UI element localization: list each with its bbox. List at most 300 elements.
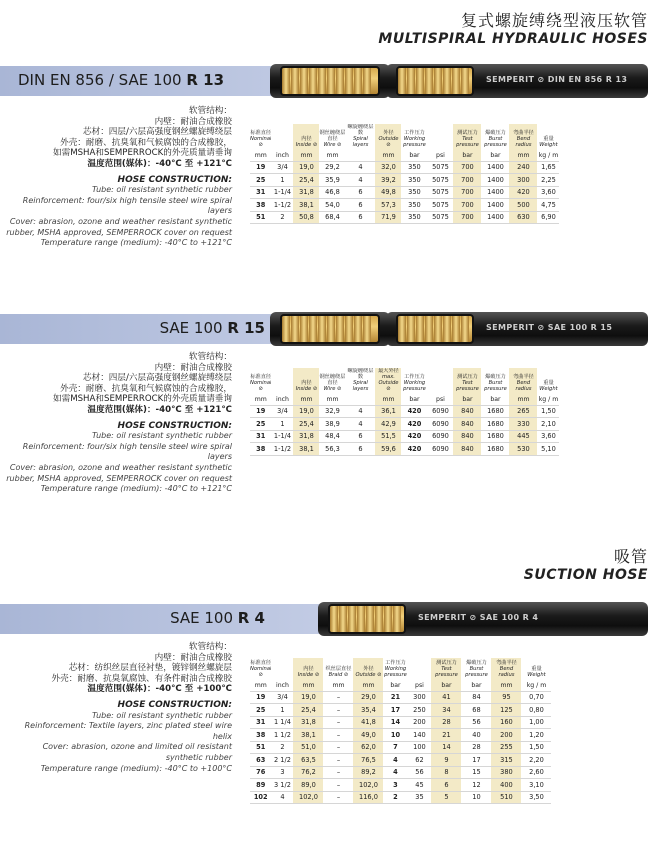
header-cn: 内径 [301, 136, 312, 142]
table-cell: 5075 [427, 199, 453, 212]
section-title-code: R 4 [237, 609, 265, 627]
table-cell: 38,1 [293, 443, 319, 456]
table-cell: 50,8 [293, 211, 319, 224]
description-cn-line: 软管结构： [189, 106, 232, 116]
header-cn: 工作压力 [404, 130, 425, 136]
table-cell: 29,0 [353, 691, 383, 704]
table-cell: – [323, 691, 353, 704]
table-cell: 200 [491, 729, 521, 742]
table-cell: 6 [345, 430, 375, 443]
table-cell: 1 [271, 704, 293, 717]
table-cell: 68,4 [319, 211, 345, 224]
header-en: Working pressure [384, 666, 407, 678]
table-row [250, 729, 551, 742]
table-cell: 3/4 [271, 691, 293, 704]
table-units-row [250, 394, 559, 405]
table-cell: 4 [345, 174, 375, 187]
table-cell: 49,8 [375, 186, 401, 199]
table-cell: 95 [491, 691, 521, 704]
table-cell: 1,65 [537, 161, 559, 174]
header-en: Nominal ⊘ [250, 666, 272, 678]
header-en: Weight [527, 672, 546, 678]
table-cell: 330 [509, 418, 537, 431]
header-cn: 测试压力 [436, 660, 457, 666]
header-cn: 重量 [543, 380, 554, 386]
table-cell: 250 [407, 704, 431, 717]
table-header-cell [407, 658, 431, 680]
table-row [250, 405, 559, 418]
spec-table [250, 368, 559, 456]
suction-title-cn: 吸管 [613, 547, 648, 566]
table-cell: 32,0 [375, 161, 401, 174]
table-cell: 38,9 [319, 418, 345, 431]
table-units-row [250, 680, 551, 691]
header-en: Test pressure [456, 136, 479, 148]
header-cn: 爆破压力 [485, 374, 506, 380]
header-en: Burst pressure [465, 666, 488, 678]
table-cell: 240 [509, 161, 537, 174]
unit-cell: bar [383, 680, 407, 691]
description-cn-line: 外壳：耐磨、抗臭氧腐蚀、有条件耐油合成橡胶 [51, 673, 232, 684]
section-title-code: R 13 [186, 71, 225, 89]
unit-cell: bar [401, 394, 427, 405]
description-en-line: Temperature range (medium): -40°C to +121°C [40, 484, 232, 494]
description-cn-line: 芯材：四层/六层高强度钢丝螺旋缚绕层 [83, 127, 232, 138]
table-cell: 2,20 [521, 754, 551, 767]
table-cell: 42,9 [375, 418, 401, 431]
table-units-row [250, 150, 559, 161]
table-cell: 4 [345, 418, 375, 431]
unit-cell: bar [461, 680, 491, 691]
table-header-cell [293, 124, 319, 150]
header-en: Nominal ⊘ [250, 380, 272, 392]
description-cn-line: 如需MSHA和SEMPERROCK的外壳质量请垂询 [53, 394, 232, 405]
table-cell: 420 [401, 418, 427, 431]
table-cell: 63,5 [293, 754, 323, 767]
table-cell: 76,2 [293, 766, 323, 779]
header-en: Inside ⊘ [295, 142, 318, 148]
description-en-line: Temperature range (medium): -40°C to +121°C [40, 238, 232, 248]
table-cell: 38 [250, 443, 271, 456]
header-en: Outside ⊘ [355, 672, 382, 678]
unit-cell: bar [453, 394, 481, 405]
header-cn: 工作压力 [385, 660, 406, 666]
table-cell: 350 [401, 199, 427, 212]
table-cell: 56,3 [319, 443, 345, 456]
table-row [250, 766, 551, 779]
table-cell: 89,2 [353, 766, 383, 779]
table-header-cell [353, 658, 383, 680]
table-cell: 38,1 [293, 199, 319, 212]
table-header-cell [401, 124, 427, 150]
table-cell: 63 [250, 754, 271, 767]
table-cell: 25,4 [293, 418, 319, 431]
table-cell: 2 1/2 [271, 754, 293, 767]
table-header-cell [537, 124, 559, 150]
table-cell: 350 [401, 161, 427, 174]
table-cell: 14 [431, 741, 461, 754]
table-cell: 25 [250, 704, 271, 717]
header-cn: 内径 [301, 380, 312, 386]
hose-print-text: SEMPERIT ⊘ SAE 100 R 4 [418, 613, 539, 622]
unit-cell: psi [427, 150, 453, 161]
table-header-cell [509, 368, 537, 394]
table-cell: 6 [345, 199, 375, 212]
unit-cell: mm [293, 150, 319, 161]
table-cell: 12 [461, 779, 491, 792]
header-cn: 外径 [383, 130, 394, 136]
header-cn: 内径 [303, 666, 314, 672]
header-en: Braid ⊘ [328, 672, 349, 678]
table-cell: – [323, 716, 353, 729]
header-en: Outside ⊘ [378, 136, 399, 148]
table-cell: 56 [461, 716, 491, 729]
table-cell: 1680 [481, 430, 509, 443]
table-cell: 19,0 [293, 161, 319, 174]
table-cell: 1 [271, 418, 293, 431]
section-title-label: SAE 100 [159, 319, 228, 337]
header-en: Inside ⊘ [295, 386, 318, 392]
header-en: Wire ⊘ [323, 386, 342, 392]
header-en: Burst pressure [484, 136, 507, 148]
unit-cell: mm [509, 150, 537, 161]
table-cell: 1680 [481, 405, 509, 418]
table-row [250, 741, 551, 754]
table-cell: 76 [250, 766, 271, 779]
table-cell: 2 [271, 741, 293, 754]
table-header-cell [537, 368, 559, 394]
table-header-cell [250, 368, 271, 394]
unit-cell: mm [375, 150, 401, 161]
table-cell: 265 [509, 405, 537, 418]
table-cell: 1 1/4 [271, 716, 293, 729]
suction-title-en: SUCTION HOSE [523, 567, 648, 583]
table-header-cell [375, 368, 401, 394]
table-header-cell [431, 658, 461, 680]
table-header-cell [319, 368, 345, 394]
table-header-row [250, 368, 559, 394]
table-row [250, 716, 551, 729]
unit-cell: mm [353, 680, 383, 691]
table-cell: 31,8 [293, 430, 319, 443]
table-cell: 1-1/2 [271, 443, 293, 456]
unit-cell: bar [453, 150, 481, 161]
table-cell: 300 [407, 691, 431, 704]
unit-cell [345, 150, 375, 161]
table-cell: 54,0 [319, 199, 345, 212]
table-cell: 102 [250, 791, 271, 804]
table-cell: 3 [271, 766, 293, 779]
table-cell: 21 [431, 729, 461, 742]
table-cell: 1-1/2 [271, 199, 293, 212]
table-cell: 19,0 [293, 691, 323, 704]
table-header-cell [271, 658, 293, 680]
table-cell: 25 [250, 418, 271, 431]
header-cn: 测试压力 [457, 374, 478, 380]
table-cell: 9 [431, 754, 461, 767]
construction-heading: HOSE CONSTRUCTION: [117, 174, 232, 185]
table-cell: 45 [407, 779, 431, 792]
table-cell: 5075 [427, 174, 453, 187]
table-cell: 3,60 [537, 430, 559, 443]
description-en-line: Reinforcement: four/six high tensile steel wire spiral layers [22, 441, 232, 462]
unit-cell: inch [271, 680, 293, 691]
section-title [170, 609, 265, 627]
table-row [250, 418, 559, 431]
description-cn-line: 温度范围(媒体)：-40°C 至 +121°C [87, 158, 232, 169]
description-cn-line: 内壁：耐油合成橡胶 [154, 652, 232, 663]
table-cell: 420 [509, 186, 537, 199]
table-cell: 5 [431, 791, 461, 804]
table-header-cell [375, 124, 401, 150]
table-cell: 5075 [427, 186, 453, 199]
page-title [378, 8, 648, 47]
table-cell: 14 [383, 716, 407, 729]
header-en: Weight [539, 142, 558, 148]
hose-print-text: SEMPERIT ⊘ SAE 100 R 15 [486, 323, 613, 332]
header-cn: 钢丝缠绕层直径 [319, 130, 346, 142]
description-en-line: Tube: oil resistant synthetic rubber [92, 710, 232, 720]
unit-cell: psi [407, 680, 431, 691]
table-cell: 48,4 [319, 430, 345, 443]
table-header-cell [271, 124, 293, 150]
table-cell: 1,50 [521, 741, 551, 754]
table-cell: 6 [345, 186, 375, 199]
table-cell: 31 [250, 716, 271, 729]
table-cell: 6,90 [537, 211, 559, 224]
table-cell: 1400 [481, 161, 509, 174]
table-cell: 380 [491, 766, 521, 779]
header-en: Burst pressure [484, 380, 507, 392]
table-header-cell [427, 368, 453, 394]
table-cell: 6 [431, 779, 461, 792]
table-row [250, 174, 559, 187]
table-cell: 62,0 [353, 741, 383, 754]
table-header-cell [250, 658, 271, 680]
table-cell: 700 [453, 211, 481, 224]
table-row [250, 779, 551, 792]
table-header-cell [319, 124, 345, 150]
header-cn: 螺旋缠绕层数 [347, 368, 374, 380]
section-band [0, 604, 360, 634]
table-cell: 21 [383, 691, 407, 704]
table-header-cell [271, 368, 293, 394]
table-row [250, 430, 559, 443]
description-cn-line: 温度范围(媒体)：-40°C 至 +100°C [87, 684, 232, 695]
table-header-cell [509, 124, 537, 150]
table-cell: 4 [345, 405, 375, 418]
table-row [250, 186, 559, 199]
page-title-cn: 复式螺旋缚绕型液压软管 [460, 11, 648, 30]
table-cell: 3 [383, 779, 407, 792]
table-row [250, 691, 551, 704]
table-cell: 700 [453, 199, 481, 212]
table-cell: 420 [401, 405, 427, 418]
table-cell: 89,0 [293, 779, 323, 792]
table-cell: 3,10 [521, 779, 551, 792]
table-cell: 51,5 [375, 430, 401, 443]
spec-table [250, 124, 559, 224]
table-cell: 4 [345, 161, 375, 174]
table-cell: 700 [453, 174, 481, 187]
header-cn: 弯曲半径 [513, 130, 534, 136]
table-cell: 35,9 [319, 174, 345, 187]
table-cell: 1400 [481, 186, 509, 199]
table-cell: 19,0 [293, 405, 319, 418]
header-cn: 测试压力 [457, 130, 478, 136]
hose-description [4, 352, 232, 495]
table-cell: 6 [345, 211, 375, 224]
table-cell: 100 [407, 741, 431, 754]
table-cell: 420 [401, 443, 427, 456]
table-cell: 3 1/2 [271, 779, 293, 792]
construction-heading: HOSE CONSTRUCTION: [117, 420, 232, 431]
table-header-row [250, 658, 551, 680]
description-cn-line: 温度范围(媒体)：-40°C 至 +121°C [87, 404, 232, 415]
table-cell: 2,10 [537, 418, 559, 431]
unit-cell: kg / m [537, 394, 559, 405]
description-cn-line: 如需MSHA和SEMPERROCK的外壳质量请垂询 [53, 148, 232, 159]
table-cell: 31 [250, 430, 271, 443]
table-header-cell [345, 124, 375, 150]
table-cell: 59,6 [375, 443, 401, 456]
unit-cell [345, 394, 375, 405]
table-cell: 630 [509, 211, 537, 224]
table-cell: 49,0 [353, 729, 383, 742]
suction-title [524, 544, 648, 583]
header-en: Test pressure [435, 666, 458, 678]
table-cell: 38 [250, 729, 271, 742]
unit-cell: bar [481, 394, 509, 405]
header-en: max. Outside ⊘ [378, 374, 399, 392]
description-en-line: Cover: abrasion, ozone and weather resistant synthetic rubber, MSHA approved, SEMPERROCK cover on request [6, 462, 232, 483]
table-cell: – [323, 754, 353, 767]
table-header-cell [491, 658, 521, 680]
table-cell: – [323, 704, 353, 717]
table-row [250, 161, 559, 174]
table-cell: 1400 [481, 211, 509, 224]
table-cell: 160 [491, 716, 521, 729]
table-row [250, 443, 559, 456]
table-cell: 8 [431, 766, 461, 779]
header-en: Test pressure [456, 380, 479, 392]
table-cell: 350 [401, 211, 427, 224]
table-cell: 840 [453, 430, 481, 443]
table-cell: 840 [453, 418, 481, 431]
table-cell: 4,75 [537, 199, 559, 212]
table-cell: 84 [461, 691, 491, 704]
unit-cell: mm [323, 680, 353, 691]
table-cell: 68 [461, 704, 491, 717]
table-cell: 25,4 [293, 704, 323, 717]
construction-heading: HOSE CONSTRUCTION: [117, 699, 232, 710]
table-cell: 38,1 [293, 729, 323, 742]
header-en: Working pressure [403, 136, 426, 148]
table-cell: 315 [491, 754, 521, 767]
table-cell: 89 [250, 779, 271, 792]
table-cell: 40 [461, 729, 491, 742]
unit-cell: bar [481, 150, 509, 161]
table-cell: 76,5 [353, 754, 383, 767]
table-cell: 510 [491, 791, 521, 804]
header-en: Spiral layers [352, 380, 369, 392]
table-cell: 28 [431, 716, 461, 729]
table-cell: 51 [250, 741, 271, 754]
header-cn: 钢丝缠绕层直径 [319, 374, 346, 386]
section-title [18, 71, 224, 89]
table-cell: 1,50 [537, 405, 559, 418]
header-cn: 弯曲半径 [496, 660, 517, 666]
table-row [250, 211, 559, 224]
table-cell: 7 [383, 741, 407, 754]
header-cn: 弯曲半径 [513, 374, 534, 380]
header-cn: 工作压力 [404, 374, 425, 380]
header-en: Weight [539, 386, 558, 392]
table-cell: 1,00 [521, 716, 551, 729]
table-cell: 2,25 [537, 174, 559, 187]
table-header-cell [481, 124, 509, 150]
header-en: Nominal ⊘ [250, 136, 272, 148]
header-cn: 标准直径 [250, 130, 272, 136]
table-cell: 420 [401, 430, 427, 443]
table-cell: 255 [491, 741, 521, 754]
table-header-cell [293, 368, 319, 394]
table-cell: 41 [431, 691, 461, 704]
table-cell: 1-1/4 [271, 186, 293, 199]
table-cell: 41,8 [353, 716, 383, 729]
table-cell: 140 [407, 729, 431, 742]
table-cell: 1,20 [521, 729, 551, 742]
table-header-cell [250, 124, 271, 150]
table-cell: 71,9 [375, 211, 401, 224]
header-cn: 爆破压力 [466, 660, 487, 666]
unit-cell: mm [250, 150, 271, 161]
section-title-code: R 15 [227, 319, 265, 337]
hose-image [270, 56, 390, 106]
header-en: Working pressure [403, 380, 426, 392]
description-cn-line: 软管结构： [189, 352, 232, 362]
table-cell: 4 [271, 791, 293, 804]
table-cell: 6090 [427, 443, 453, 456]
table-cell: 19 [250, 691, 271, 704]
hose-image [318, 594, 648, 644]
header-cn: 螺旋缠绕层数 [347, 124, 374, 136]
unit-cell: inch [271, 394, 293, 405]
header-en: Bend radius [515, 136, 532, 148]
unit-cell: mm [319, 394, 345, 405]
header-cn: 爆破压力 [485, 130, 506, 136]
table-cell: 17 [461, 754, 491, 767]
table-header-cell [461, 658, 491, 680]
section-title-label: SAE 100 [170, 609, 238, 627]
table-cell: 350 [401, 174, 427, 187]
description-cn-line: 软管结构： [189, 642, 232, 652]
description-cn-line: 外壳：耐磨、抗臭氧和气候腐蚀的合成橡胶， [60, 383, 232, 394]
table-cell: 3/4 [271, 161, 293, 174]
table-cell: 19 [250, 161, 271, 174]
hose-image [386, 56, 648, 106]
table-cell: 5,10 [537, 443, 559, 456]
table-cell: 1400 [481, 199, 509, 212]
table-cell: 1-1/4 [271, 430, 293, 443]
unit-cell: psi [427, 394, 453, 405]
description-en-line: Cover: abrasion, ozone and weather resistant synthetic rubber, MSHA approved, SEMPERROCK cover on request [6, 216, 232, 237]
table-cell: 51 [250, 211, 271, 224]
table-cell: 0,80 [521, 704, 551, 717]
table-cell: 31,8 [293, 186, 319, 199]
table-cell: 4 [383, 754, 407, 767]
table-cell: 34 [431, 704, 461, 717]
